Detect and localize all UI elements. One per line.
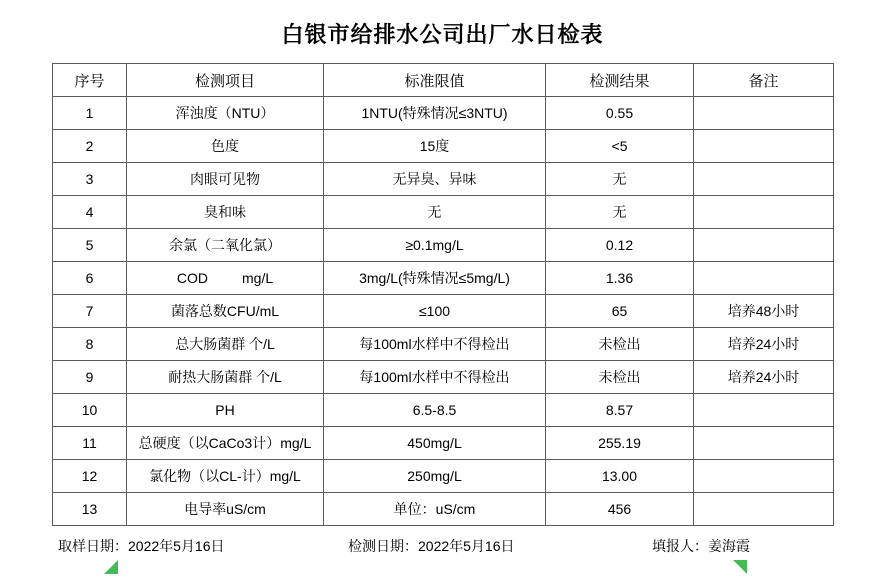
column-header-item: 检测项目 [127,64,324,97]
table-row [53,361,834,394]
cell-result: 0.12 [546,229,694,262]
cell-no: 10 [53,394,127,427]
cell-remark [694,229,834,262]
table-row [53,229,834,262]
cell-result: 8.57 [546,394,694,427]
cell-result: 1.36 [546,262,694,295]
cell-item [127,262,324,295]
column-header-result: 检测结果 [546,64,694,97]
cell-no: 11 [53,427,127,460]
table-header [53,64,834,97]
cell-item-label: COD [176,270,208,286]
cell-limit: 1NTU(特殊情况≤3NTU) [324,97,546,130]
cell-no: 5 [53,229,127,262]
cell-item: 浑浊度（NTU） [127,97,324,130]
cell-no: 6 [53,262,127,295]
cell-limit: 每100ml水样中不得检出 [324,328,546,361]
table-row [53,262,834,295]
cell-remark [694,493,834,526]
water-quality-table [52,63,834,526]
cell-result: 无 [546,196,694,229]
cell-item: 电导率uS/cm [127,493,324,526]
cell-no: 7 [53,295,127,328]
cell-remark [694,130,834,163]
table-row [53,328,834,361]
cell-limit: 无 [324,196,546,229]
table-row [53,427,834,460]
cell-result: 65 [546,295,694,328]
cell-no: 3 [53,163,127,196]
table-body [53,97,834,526]
cell-remark [694,394,834,427]
cell-item: 色度 [127,130,324,163]
table-header-row [53,64,834,97]
cell-no: 1 [53,97,127,130]
cell-remark: 培养24小时 [694,361,834,394]
cell-item: 总大肠菌群 个/L [127,328,324,361]
table-row [53,295,834,328]
table-row [53,196,834,229]
cell-no: 2 [53,130,127,163]
cell-remark [694,163,834,196]
cell-limit: 250mg/L [324,460,546,493]
cell-limit: 6.5-8.5 [324,394,546,427]
cell-limit: ≤100 [324,295,546,328]
cell-item: 臭和味 [127,196,324,229]
cell-result: 255.19 [546,427,694,460]
cell-limit: ≥0.1mg/L [324,229,546,262]
cell-result: 0.55 [546,97,694,130]
cell-remark: 培养24小时 [694,328,834,361]
page-title: 白银市给排水公司出厂水日检表 [281,22,604,47]
cell-item-parts [129,270,321,286]
cell-result: 无 [546,163,694,196]
cell-no: 12 [53,460,127,493]
reporter-name: 填报人：姜海霞 [652,538,750,554]
cell-limit: 无异臭、异味 [324,163,546,196]
cell-item-unit: mg/L [242,270,274,286]
cell-item: 耐热大肠菌群 个/L [127,361,324,394]
table-row [53,493,834,526]
cell-no: 9 [53,361,127,394]
table-row [53,163,834,196]
cell-remark [694,460,834,493]
cell-limit: 单位：uS/cm [324,493,546,526]
page-break-mark-left [104,560,118,574]
report-table-container [52,63,833,526]
sample-date: 取样日期：2022年5月16日 [58,538,225,554]
footer [52,526,833,566]
column-header-limit: 标准限值 [324,64,546,97]
cell-limit: 每100ml水样中不得检出 [324,361,546,394]
cell-remark [694,427,834,460]
cell-limit: 450mg/L [324,427,546,460]
cell-result: 未检出 [546,328,694,361]
cell-item: PH [127,394,324,427]
cell-remark: 培养48小时 [694,295,834,328]
cell-remark [694,97,834,130]
column-header-no: 序号 [53,64,127,97]
cell-remark [694,196,834,229]
cell-result: 未检出 [546,361,694,394]
cell-limit: 3mg/L(特殊情况≤5mg/L) [324,262,546,295]
table-row [53,394,834,427]
cell-no: 8 [53,328,127,361]
cell-result: <5 [546,130,694,163]
cell-item: 菌落总数CFU/mL [127,295,324,328]
test-date: 检测日期：2022年5月16日 [348,538,515,554]
table-row [53,460,834,493]
cell-remark [694,262,834,295]
cell-item: 总硬度（以CaCo3计）mg/L [127,427,324,460]
cell-limit: 15度 [324,130,546,163]
page-break-mark-right [733,560,747,574]
cell-item: 氯化物（以CL-计）mg/L [127,460,324,493]
table-row [53,97,834,130]
cell-no: 4 [53,196,127,229]
cell-item: 余氯（二氧化氯） [127,229,324,262]
cell-item: 肉眼可见物 [127,163,324,196]
cell-result: 456 [546,493,694,526]
column-header-remark: 备注 [694,64,834,97]
table-row [53,130,834,163]
cell-no: 13 [53,493,127,526]
cell-result: 13.00 [546,460,694,493]
